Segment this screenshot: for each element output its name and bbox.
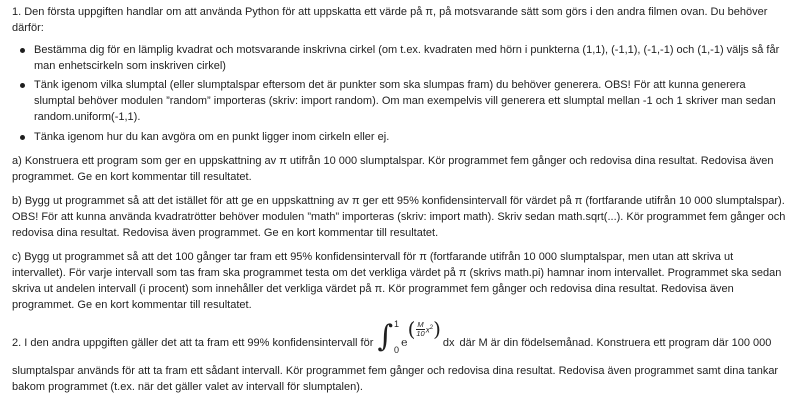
task2-first-line <box>12 315 788 357</box>
part-c-text: c) Bygg ut programmet så att det 100 gånger tar fram ett 95% konfidensintervall för π (fortfarande utifrån 10 000 slumptalspar, men utan att skriva ut intervallet). För varje intervall som tas fram ska programmet testa om det verkliga värdet på π (skrivs math.pi) hamnar inom intervallet. Programmet ska sedan skriva ut andelen intervall (i procent) som innehåller det verkliga värdet på π. Kör programmet fem gånger och redovisa dina resultat. Redovisa även programmet. Ge en kort kommentar till resultatet. <box>12 251 782 311</box>
fraction-numerator: M <box>417 319 424 329</box>
part-a-text: a) Konstruera ett program som ger en uppskattning av π utifrån 10 000 slumptalspar. Kör programmet fem gånger och redovisa dina resultat. Redovisa även programmet. Ge en kort kommentar till resultatet. <box>12 155 774 183</box>
left-paren: ( <box>407 317 416 341</box>
differential-dx: dx <box>442 337 455 349</box>
task1-intro: 1. Den första uppgiften handlar om att använda Python för att uppskatta ett värde på π, på motsvarande sätt som görs i den andra filmen ovan. Du behöver därför: <box>12 6 768 34</box>
task2-text-after-integral: där M är din födelsemånad. Konstruera ett program där 100 000 <box>459 337 772 349</box>
integral-lower-limit: 0 <box>394 345 400 355</box>
task2-continuation: slumptalspar används för att ta fram ett sådant intervall. Kör programmet fem gånger och redovisa dina resultat. Redovisa även programmet samt dina tankar bakom programmet (t.ex. när det gäller valet av intervall för slumptalen). <box>12 365 779 393</box>
fraction <box>416 321 424 338</box>
integral-expression <box>377 317 454 357</box>
power-two: 2 <box>429 324 434 331</box>
exponent <box>408 319 441 339</box>
exponential-base: e <box>401 336 408 349</box>
part-b-text: b) Bygg ut programmet så att det istället för att ge en uppskattning av π ger ett 95% konfidensintervall för värdet på π (fortfarande utifrån 10 000 slumptalspar). OBS! För att kunna använda kvadratrötter behöver modulen ”math” importeras (skriv: import math). Skriv sedan math.sqrt(...). Kör programmet fem gånger och redovisa dina resultat. Redovisa även programmet. Ge en kort kommentar till resultatet. <box>12 195 786 239</box>
fraction-denominator: 10 <box>416 328 425 338</box>
right-paren: ) <box>433 317 441 341</box>
x-squared <box>426 320 433 339</box>
bullet-item-square-circle: Bestämma dig för en lämplig kvadrat och motsvarande inskrivna cirkel (om t.ex. kvadraten med hörn i punkterna (1,1), (-1,1), (-1,-1) och (1,-1) väljs så får man enhetscirkeln som inskriven cirkel) <box>34 42 788 74</box>
variable-x: x <box>425 325 430 335</box>
bullet-item-random-numbers: Tänk igenom vilka slumptal (eller slumptalspar eftersom det är punkter som ska slumpas fram) du behöver generera. OBS! För att kunna generera slumptal behöver modulen ”random” importeras (skriv: import random). Om man exempelvis vill generera ett slumptal mellan -1 och 1 skriver man sedan random.uniform(-1,1). <box>34 77 788 125</box>
assignment-document <box>12 4 788 395</box>
integral-upper-limit: 1 <box>394 319 400 329</box>
integral-limits <box>394 319 399 355</box>
task2-text-before-integral: 2. I den andra uppgiften gäller det att ta fram ett 99% konfidensintervall för <box>12 337 374 349</box>
integral-sign: ∫ <box>377 319 394 354</box>
bullet-item-inside-circle: Tänka igenom hur du kan avgöra om en punkt ligger inom cirkeln eller ej. <box>34 129 788 145</box>
task1-bullet-list <box>12 42 788 145</box>
